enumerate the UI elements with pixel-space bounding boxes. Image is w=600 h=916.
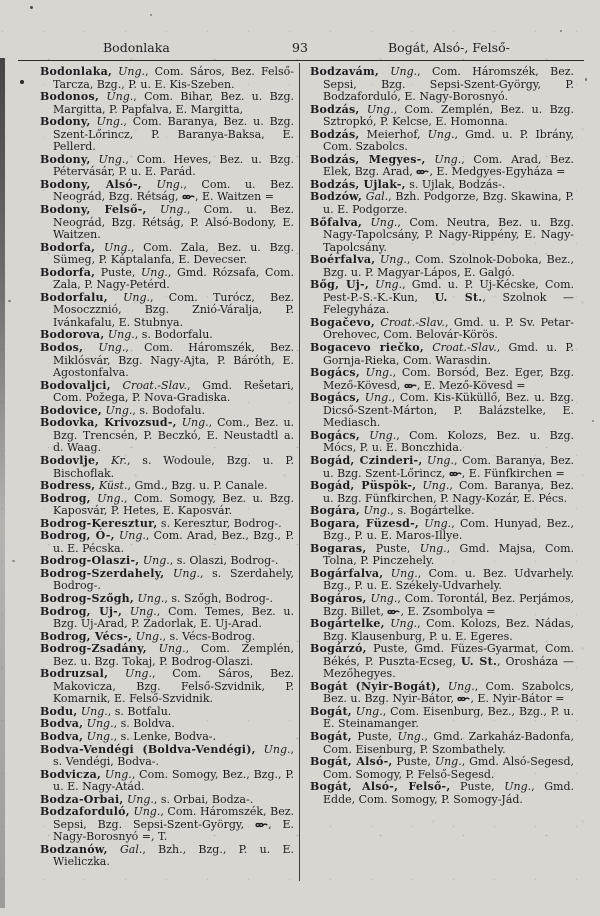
gazetteer-entry [40,267,294,292]
entry-bold-text: U. St. [434,290,483,304]
entry-headword: Bogačevo, [310,315,375,329]
gazetteer-entry [40,179,294,204]
entry-headword: Bogára, [310,504,360,518]
gazetteer-entry [310,681,574,706]
entry-text: , Com. Arad, Bez. Elek, Bzg. Arad, [323,152,574,179]
entry-headword: Bodrog-Keresztur, [40,516,158,530]
entry-country-tag: Ung. [122,604,157,618]
entry-headword: Bogát, Alsó-, [310,755,393,769]
entry-country-tag: Ung. [90,491,125,505]
entry-text: , Com. Hunyad, Bez., Bzg., P. u. E. Maros-Illye. [323,516,574,543]
entry-text: , s. Lenke, Bodva-. [113,729,217,743]
entry-headword: Bodovice, [40,403,103,417]
entry-headword: Bodorfa, [40,240,96,254]
entry-country-tag: Ung. [366,591,398,605]
entry-country-tag: Croat.-Slav. [374,315,445,329]
gazetteer-entry [310,430,574,455]
left-column [40,66,294,869]
running-head-left: Bodonlaka [103,40,170,55]
entry-text: , Com. Szolnok-Doboka, Bez., Bzg. u. P. Magyar-Lápos, E. Galgó. [323,253,574,279]
entry-text: , Com. Heves, Bez. u. Bzg. Pétervásár, P. u. E. Parád. [53,152,294,179]
entry-headword: Bodva, [40,717,84,731]
entry-country-tag: Ung. [99,90,134,104]
entry-country-tag: Ung. [359,504,391,518]
entry-headword: Bodorfa, [40,265,96,279]
entry-text: , Gmd. Majsa, Com. Tolna, P. Pinczehely. [323,541,575,568]
entry-country-tag: Ung. [397,729,425,743]
entry-headword: Bodrog, Ó-, [40,529,115,543]
gazetteer-entry [40,844,294,869]
scan-artifact [20,80,24,84]
entry-text: , Com. Háromszék, Bez. Sepsi, Bzg. Sepsi-Szent-György, P. Bodzaforduló, E. Nagy-Borosnyó. [323,65,574,104]
entry-headword: Bodu, [40,704,78,718]
entry-country-tag: Ung. [108,667,152,681]
entry-headword: Bodony, [40,115,91,129]
entry-bold-text: U. St. [460,654,498,668]
entry-headword: Bogáros, [310,591,367,605]
entry-text: , Com. Zala, Bez. u. Bzg. Sümeg, P. Káptalanfa, E. Devecser. [53,240,294,267]
entry-country-tag: Ung. [132,629,163,643]
gazetteer-entry [40,91,294,116]
entry-country-tag: Gal. [107,842,143,856]
entry-text: , Gmd., Bzg. u. P. Canale. [127,479,268,493]
entry-text: , Com. Arad, Bez., Bzg., P. u. E. Pécska. [53,529,294,555]
entry-headword: Bőg, Uj-, [310,278,369,292]
entry-headword: Bogárzó, [310,642,367,656]
entry-text: , Com. Turócz, Bez. Mosoczznió, Bzg. Znió-Váralja, P. Ivánkafalu, E. Stubnya. [53,290,294,329]
column-divider [299,63,300,881]
gazetteer-entry [40,292,294,330]
entry-country-tag: Ung. [101,767,132,781]
entry-text: , Bzh., Bzg., P. u. E. Wieliczka. [53,842,294,869]
entry-text: , Com. Torontál, Bez. Perjámos, Bzg. Billet, [323,591,574,618]
entry-country-tag: Ung. [83,717,114,731]
gazetteer-entry [310,191,574,216]
entry-country-tag: Ung. [359,428,397,442]
entry-text: s. Keresztur, Bodrog-. [157,516,282,530]
entry-text: , Com., Bez. u. Bzg. Trencsén, P. Beczkó, E. Neustadtl a. d. Waag. [53,416,295,455]
entry-headword: Bodrog, Uj-, [40,604,123,618]
entry-text: , Com. Kis-Küküllő, Bez. u. Bzg. Dicső-Szent-Márton, P. Balázstelke, E. Mediasch. [323,391,574,430]
entry-headword: Bodza-Orbai, [40,792,124,806]
entry-headword: Bodorova, [40,328,105,342]
entry-country-tag: Ung. [141,177,184,191]
entry-text: , Com. Bihar, Bez. u. Bzg. Margitta, P. Papfalva, E. Margitta, [53,90,294,116]
scan-artifact [592,420,594,422]
entry-country-tag: Ung. [146,203,187,217]
entry-headword: Bodonlaka, [40,65,113,78]
entry-country-tag: Ung. [427,127,455,141]
page-header [0,40,600,58]
entry-country-tag: Ung. [164,566,200,580]
entry-headword: Bodzás, Megyes-, [310,152,426,166]
entry-headword: Bodzás, Ujlak-, [310,177,406,191]
entry-text: , Com. Zemplén, Bez. u. Bzg. Tokaj, P. Bodrog-Olaszi. [53,642,294,668]
entry-headword: Bodzavám, [310,65,379,78]
entry-text: , Szolnok — Felegyháza. [323,290,574,317]
entry-country-tag: Ung. [90,152,126,166]
entry-headword: Bodruzsal, [40,667,109,681]
gazetteer-entry [310,643,574,681]
entry-text: Puste, [95,265,141,279]
entry-country-tag: Ung. [351,704,383,718]
running-head-right: Bogát, Alsó-, Felső- [388,40,510,55]
entry-country-tag: Ung. [504,780,532,794]
entry-headword: Bogara, Füzesd-, [310,516,419,530]
entry-country-tag: Ung. [104,328,135,342]
entry-headword: Bőfalva, [310,215,363,229]
entry-country-tag: Ung. [140,265,168,279]
entry-headword: Bodrog-Szőgh, [40,591,135,605]
gazetteer-entry [310,480,574,505]
post-horn-icon [404,382,417,390]
gazetteer-entry [40,744,294,769]
post-horn-icon [416,168,429,176]
gazetteer-entry [40,455,294,480]
entry-text: , s. Bodorfalu. [134,328,213,342]
entry-text: s. Ujlak, Bodzás-. [405,177,506,191]
entry-country-tag: Ung. [123,792,154,806]
entry-text: Puste, [392,755,435,769]
scan-artifact [585,78,587,81]
entry-headword: Bogát, [310,729,352,743]
gazetteer-entry [40,417,294,455]
gazetteer-entry [40,204,294,242]
entry-headword: Bodovaljci, [40,378,111,392]
gazetteer-entry [40,242,294,267]
entry-country-tag: Ung. [102,403,133,417]
entry-text: , Com. Temes, Bez. u. Bzg. Uj-Arad, P. Zadorlak, E. Uj-Arad. [53,604,295,631]
entry-headword: Bodva, [40,729,84,743]
gazetteer-entry [310,455,574,480]
entry-text: , Com. Háromszék, Bez. Sepsi, Bzg. Sepsi-Szent-György, [53,805,295,831]
gazetteer-entry [40,668,294,706]
gazetteer-entry [310,104,574,129]
entry-headword: Bogártelke, [310,617,385,631]
post-horn-icon [387,608,400,616]
entry-headword: Bodony, Alsó-, [40,177,142,191]
entry-text: , s. Vécs-Bodrog. [162,629,256,643]
entry-country-tag: Ung. [112,65,146,78]
entry-country-tag: Küst. [95,479,128,493]
entry-country-tag: Croat.-Slav. [110,378,188,392]
entry-headword: Bodovka, Krivozsud-, [40,416,177,430]
post-horn-icon [182,193,195,201]
entry-country-tag: Croat.-Slav. [423,341,497,355]
entry-headword: Bogács, [310,366,360,380]
scan-artifact [8,300,11,302]
entry-text: , s. Vendégi, Bodva-. [53,742,294,769]
gazetteer-entry [310,66,574,104]
entry-headword: Bodrog-Olaszi-, [40,554,140,568]
entry-headword: Bogács, [310,391,360,405]
entry-text: , s. Boldva. [113,717,175,731]
entry-country-tag: Ung. [422,453,454,467]
entry-headword: Bodrog, [40,491,91,505]
gazetteer-entry [310,756,574,781]
entry-text: Meierhof, [359,127,428,141]
post-horn-icon [449,470,462,478]
entry-text: , Com. Kolozs, Bez. Nádas, Bzg. Klausenburg, P. u. E. Egeres. [323,617,574,643]
entry-country-tag: Ung. [419,541,447,555]
entry-country-tag: Ung. [134,591,165,605]
gazetteer-entry [310,781,574,806]
entry-text: , Orosháza — Mezőhegyes. [323,654,574,681]
entry-country-tag: Ung. [418,516,452,530]
scan-artifact [30,6,33,9]
entry-headword: Bodony, Felső-, [40,203,147,217]
entry-text: , Gmd. u. P. Uj-Kécske, Com. Pest-P.-S.-K.-Kun, [323,278,574,304]
entry-country-tag: Ung. [440,679,475,693]
entry-text: Puste, Gmd. Füzes-Gyarmat, Com. Békés, P. Puszta-Ecseg, [323,642,574,668]
entry-headword: Bodzów, [310,190,363,204]
entry-headword: Bodrog-Szerdahely, [40,566,165,580]
gazetteer-entry [310,618,574,643]
entry-headword: Bodvicza, [40,767,102,781]
post-horn-icon [255,821,268,829]
entry-text: , Gmd. Zarkaház-Badonfa, Com. Eisenburg, P. Szombathely. [323,729,574,756]
entry-headword: Bogát (Nyir-Bogát), [310,679,441,693]
entry-country-tag: Ung. [359,391,392,405]
gazetteer-entry [40,493,294,518]
entry-text: , Com. u. Bez. Neográd, Bzg. Rétság, P. Alsó-Bodony, E. Waitzen. [53,203,295,242]
entry-text: , E. Zsombolya = [400,604,496,618]
entry-headword: Bodva-Vendégi (Boldva-Vendégi), [40,742,256,756]
gazetteer-entry [310,392,574,430]
entry-country-tag: Gal. [362,190,389,204]
entry-country-tag: Ung. [95,240,131,254]
entry-text: , E. Nagy-Borosnyó =, T. [53,817,294,844]
gazetteer-entry [310,279,574,317]
header-rule [18,60,584,61]
entry-text: , Gmd. Alsó-Segesd, Com. Somogy, P. Felső-Segesd. [323,755,574,781]
entry-text: , Com. Sáros, Bez. Makovicza, Bzg. Felső-Szvidnik, P. Komarnik, E. Felső-Szvidnik. [53,667,294,706]
entry-country-tag: Ung. [83,341,126,355]
scan-artifact [560,30,562,32]
entry-headword: Bodzás, [310,102,360,116]
scan-artifact [150,14,152,16]
entry-text: , s. Botfalu. [107,704,172,718]
entry-headword: Bogacevo riečko, [310,341,424,355]
entry-headword: Bodovlje, [40,453,100,467]
gazetteer-entry [40,380,294,405]
entry-text: , s. Bogártelke. [390,504,475,518]
gazetteer-entry [40,806,294,844]
entry-headword: Bodony, [40,152,91,166]
entry-headword: Bodos, [40,341,84,355]
entry-text: , E. Mező-Kövesd = [416,378,526,392]
entry-text: , Com. u. Bez. Neográd, Bzg. Rétság, [53,177,294,204]
gazetteer-entry [40,154,294,179]
gazetteer-entry [310,568,574,593]
entry-country-tag: Ung. [139,554,170,568]
entry-country-tag: Ung. [176,416,209,430]
entry-country-tag: Ung. [359,366,393,380]
gazetteer-entry [310,731,574,756]
entry-text: , s. Wodoule, Bzg. u. P. Bischoflak. [53,453,295,480]
entry-headword: Bodorfalu, [40,290,108,304]
gazetteer-entry [310,367,574,392]
entry-headword: Bodrog-Zsadány, [40,642,147,656]
page-number: 93 [292,40,308,55]
entry-headword: Bodzás, [310,127,360,141]
entry-text: , Gmd. u. P. Gornja-Rieka, Com. Warasdin. [323,341,574,367]
entry-text: , Com. Baranya, Bez. u. Bzg. Szent-Lőrincz, P. Baranya-Baksa, E. Pellerd. [53,115,295,154]
entry-country-tag: Ung. [90,115,124,129]
right-column [310,66,574,806]
entry-text: , Com. Somogy, Bez., Bzg., P. u. E. Nagy-Atád. [53,767,294,794]
entry-text: , Com. Sáros, Bez. Felső-Tarcza, Bzg., P. u. E. Kis-Szeben. [53,65,295,91]
entry-text: Puste, [450,780,505,794]
entry-country-tag: Ung. [378,65,418,78]
entry-headword: Bodress, [40,479,96,493]
entry-country-tag: Ung. [146,642,186,656]
entry-text: , s. Szőgh, Bodrog-. [164,591,273,605]
entry-text: , Gmd. Rešetari, Com. Požega, P. Nova-Gradiska. [53,378,294,405]
scan-gutter-shadow [0,58,5,908]
gazetteer-entry [310,217,574,255]
entry-headword: Bogád, Püspök-, [310,479,417,493]
gazetteer-entry [310,706,574,731]
entry-headword: Bodzanów, [40,842,108,856]
entry-country-tag: Ung. [362,215,398,229]
gazetteer-entry [310,154,574,179]
entry-headword: Bogád, Czinderi-, [310,453,423,467]
entry-text: , E. Waitzen = [195,190,274,204]
entry-country-tag: Ung. [77,704,108,718]
entry-country-tag: Ung. [425,152,462,166]
entry-text: , Gmd. Rózsafa, Com. Zala, P. Nagy-Petérd. [53,265,294,292]
entry-headword: Boérfalva, [310,253,376,267]
gazetteer-entry [310,593,574,618]
entry-text: , Bzh. Podgorze, Bzg. Skawina, P. u. E. Podgorze. [323,190,575,217]
gazetteer-entry [40,643,294,668]
entry-text: , s. Szerdahely, Bodrog-. [53,566,294,593]
entry-country-tag: Ung. [416,479,450,493]
entry-text: , Com. Baranya, Bez. u. Bzg. Fünfkirchen, P. Nagy-Kozár, E. Pécs. [323,479,574,505]
entry-text: , Com. Borsód, Bez. Eger, Bzg. Mező-Kövesd, [323,366,575,392]
gazetteer-entry [310,317,574,342]
entry-country-tag: Ung. [255,742,291,756]
gazetteer-entry [40,606,294,631]
entry-country-tag: Ung. [368,278,403,292]
entry-country-tag: Ung. [83,729,114,743]
entry-text: , Com. Háromszék, Bez. Miklósvár, Bzg. Nagy-Ajta, P. Báróth, E. Agostonfalva. [53,341,294,380]
entry-text: , s. Olaszi, Bodrog-. [169,554,279,568]
entry-text: , s. Orbai, Bodza-. [153,792,254,806]
entry-text: , Com. u. Bez. Udvarhely. Bzg., P. u. E. Székely-Udvarhely. [323,566,574,593]
entry-country-tag: Ung. [359,102,394,116]
gazetteer-entry [40,116,294,154]
gazetteer-entry [40,342,294,380]
entry-headword: Bogát, [310,704,352,718]
gazetteer-entry [310,254,574,279]
entry-text: , Com. Somogy, Bez. u. Bzg. Kaposvár, P. Hetes, E. Kaposvár. [53,491,294,518]
gazetteer-entry [310,518,574,543]
entry-headword: Bodonos, [40,90,100,104]
entry-text: , Gmd. Edde, Com. Somogy, P. Somogy-Jád. [323,780,574,806]
entry-text: Puste, [366,541,420,555]
entry-headword: Bogács, [310,428,360,442]
entry-headword: Bodzaforduló, [40,805,130,819]
entry-text: , Gmd. u. P. Sv. Petar-Orehovec, Com. Belovár-Körös. [323,315,574,342]
entry-country-tag: Kr. [99,453,127,467]
entry-headword: Bogaras, [310,541,367,555]
entry-text: Puste, [351,729,398,743]
entry-headword: Bodrog, Vécs-, [40,629,133,643]
entry-country-tag: Ung. [383,566,418,580]
entry-country-tag: Ung. [114,529,146,543]
entry-country-tag: Ung. [107,290,151,304]
gazetteer-entry [40,769,294,794]
entry-text: , Com. Eisenburg, Bez., Bzg., P. u. E. Steinamanger. [323,704,574,731]
entry-text: , E. Fünfkirchen = [461,466,565,480]
entry-text: , Com. Zemplén, Bez. u. Bzg. Sztropkó, P. Kelcse, E. Homonna. [323,102,574,129]
entry-headword: Bogárfalva, [310,566,384,580]
scan-artifact [12,560,15,562]
gazetteer-entry [310,543,574,568]
gazetteer-entry [40,568,294,593]
entry-headword: Bogát, Alsó-, Felső-, [310,780,451,794]
gazetteer-entry [40,66,294,91]
entry-text: , Gmd. u. P. Ibrány, Com. Szabolcs. [323,127,575,154]
entry-country-tag: Ung. [384,617,418,631]
entry-country-tag: Ung. [434,755,462,769]
entry-country-tag: Ung. [375,253,407,267]
entry-country-tag: Ung. [129,805,161,819]
entry-text: , Com. Kolozs, Bez. u. Bzg. Mócs, P. u. E. Bonczhida. [323,428,575,455]
gazetteer-entry [40,530,294,555]
gazetteer-entry [310,342,574,367]
entry-text: , E. Medgyes-Egyháza = [429,165,566,179]
gazetteer-entry [310,129,574,154]
entry-text: , Com. Baranya, Bez. u. Bzg. Szent-Lőrincz, [323,453,574,480]
entry-text: , s. Bodofalu. [132,403,206,417]
post-horn-icon [457,695,470,703]
entry-text: , Com. Szabolcs, Bez. u. Bzg. Nyir-Bátor, [323,679,575,706]
entry-text: , E. Nyir-Bátor = [470,692,565,706]
entry-text: , Com. Neutra, Bez. u. Bzg. Nagy-Tapolcsány, P. Nagy-Rippény, E. Nagy-Tapolcsány. [323,215,574,254]
